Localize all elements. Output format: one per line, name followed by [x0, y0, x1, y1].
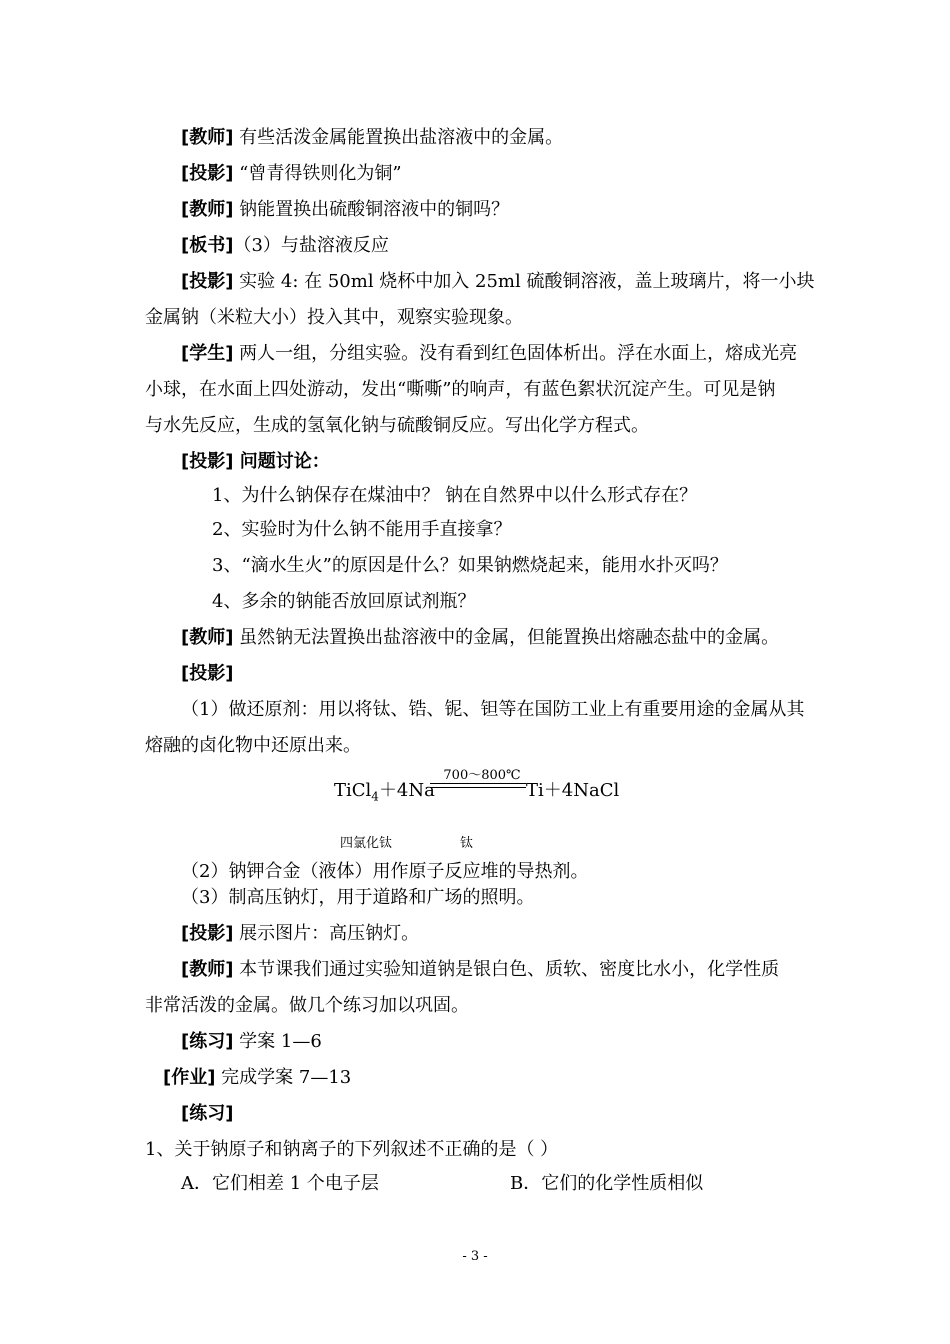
text-line: [板书]（3）与盐溶液反应: [181, 235, 389, 256]
text-line: [教师] 有些活泼金属能置换出盐溶液中的金属。: [181, 127, 564, 148]
option-b: B．它们的化学性质相似: [510, 1173, 704, 1194]
text-line: [投影] 问题讨论：: [181, 451, 330, 472]
text-line: [教师] 本节课我们通过实验知道钠是银白色、质软、密度比水小，化学性质: [181, 959, 780, 980]
text-line: [投影] “曾青得铁则化为铜”: [181, 163, 402, 184]
text-line: （1）做还原剂：用以将钛、锆、铌、钽等在国防工业上有重要用途的金属从其: [181, 699, 805, 720]
text-line: [投影] 实验 4: 在 50ml 烧杯中加入 25ml 硫酸铜溶液，盖上玻璃片，将一小块: [181, 271, 815, 292]
text-line: 小球，在水面上四处游动，发出“嘶嘶”的响声，有蓝色絮状沉淀产生。可见是钠: [145, 379, 776, 400]
question-item: 3、“滴水生火”的原因是什么？如果钠燃烧起来，能用水扑灭吗？: [212, 555, 728, 576]
question-item: 2、实验时为什么钠不能用手直接拿？: [212, 519, 512, 540]
text-line: [练习]: [181, 1103, 234, 1124]
equation-bar: [430, 783, 526, 784]
exercise-question: 1、关于钠原子和钠离子的下列叙述不正确的是（ ）: [145, 1139, 559, 1160]
product-label: 钛: [460, 836, 474, 851]
question-item: 4、多余的钠能否放回原试剂瓶？: [212, 591, 476, 612]
equation-bar: [430, 787, 526, 788]
text-line: 与水先反应，生成的氢氧化钠与硫酸铜反应。写出化学方程式。: [145, 415, 649, 436]
text-line: 熔融的卤化物中还原出来。: [145, 735, 361, 756]
question-item: 1、为什么钠保存在煤油中？ 钠在自然界中以什么形式存在？: [212, 485, 698, 506]
text-line: [投影]: [181, 663, 234, 684]
reactant-label: 四氯化钛: [340, 836, 393, 851]
equation-products: Ti＋4NaCl: [526, 780, 620, 801]
equation-reactants: TiCl$_4$＋4Na: [334, 780, 435, 804]
text-line: （3）制高压钠灯，用于道路和广场的照明。: [181, 887, 535, 908]
text-line: [练习] 学案 1—6: [181, 1031, 322, 1052]
text-line: [学生] 两人一组，分组实验。没有看到红色固体析出。浮在水面上，熔成光亮: [181, 343, 798, 364]
text-line: [投影] 展示图片：高压钠灯。: [181, 923, 420, 944]
text-line: （2）钠钾合金（液体）用作原子反应堆的导热剂。: [181, 861, 589, 882]
text-line: 非常活泼的金属。做几个练习加以巩固。: [145, 995, 469, 1016]
text-line: [教师] 虽然钠无法置换出盐溶液中的金属，但能置换出熔融态盐中的金属。: [181, 627, 780, 648]
text-line: 金属钠（米粒大小）投入其中，观察实验现象。: [145, 307, 523, 328]
option-a: A．它们相差 1 个电子层: [181, 1173, 379, 1194]
text-line: [作业] 完成学案 7—13: [163, 1067, 352, 1088]
page-number: - 3 -: [462, 1249, 488, 1264]
text-line: [教师] 钠能置换出硫酸铜溶液中的铜吗？: [181, 199, 510, 220]
reaction-condition: 700～800℃: [443, 768, 521, 783]
